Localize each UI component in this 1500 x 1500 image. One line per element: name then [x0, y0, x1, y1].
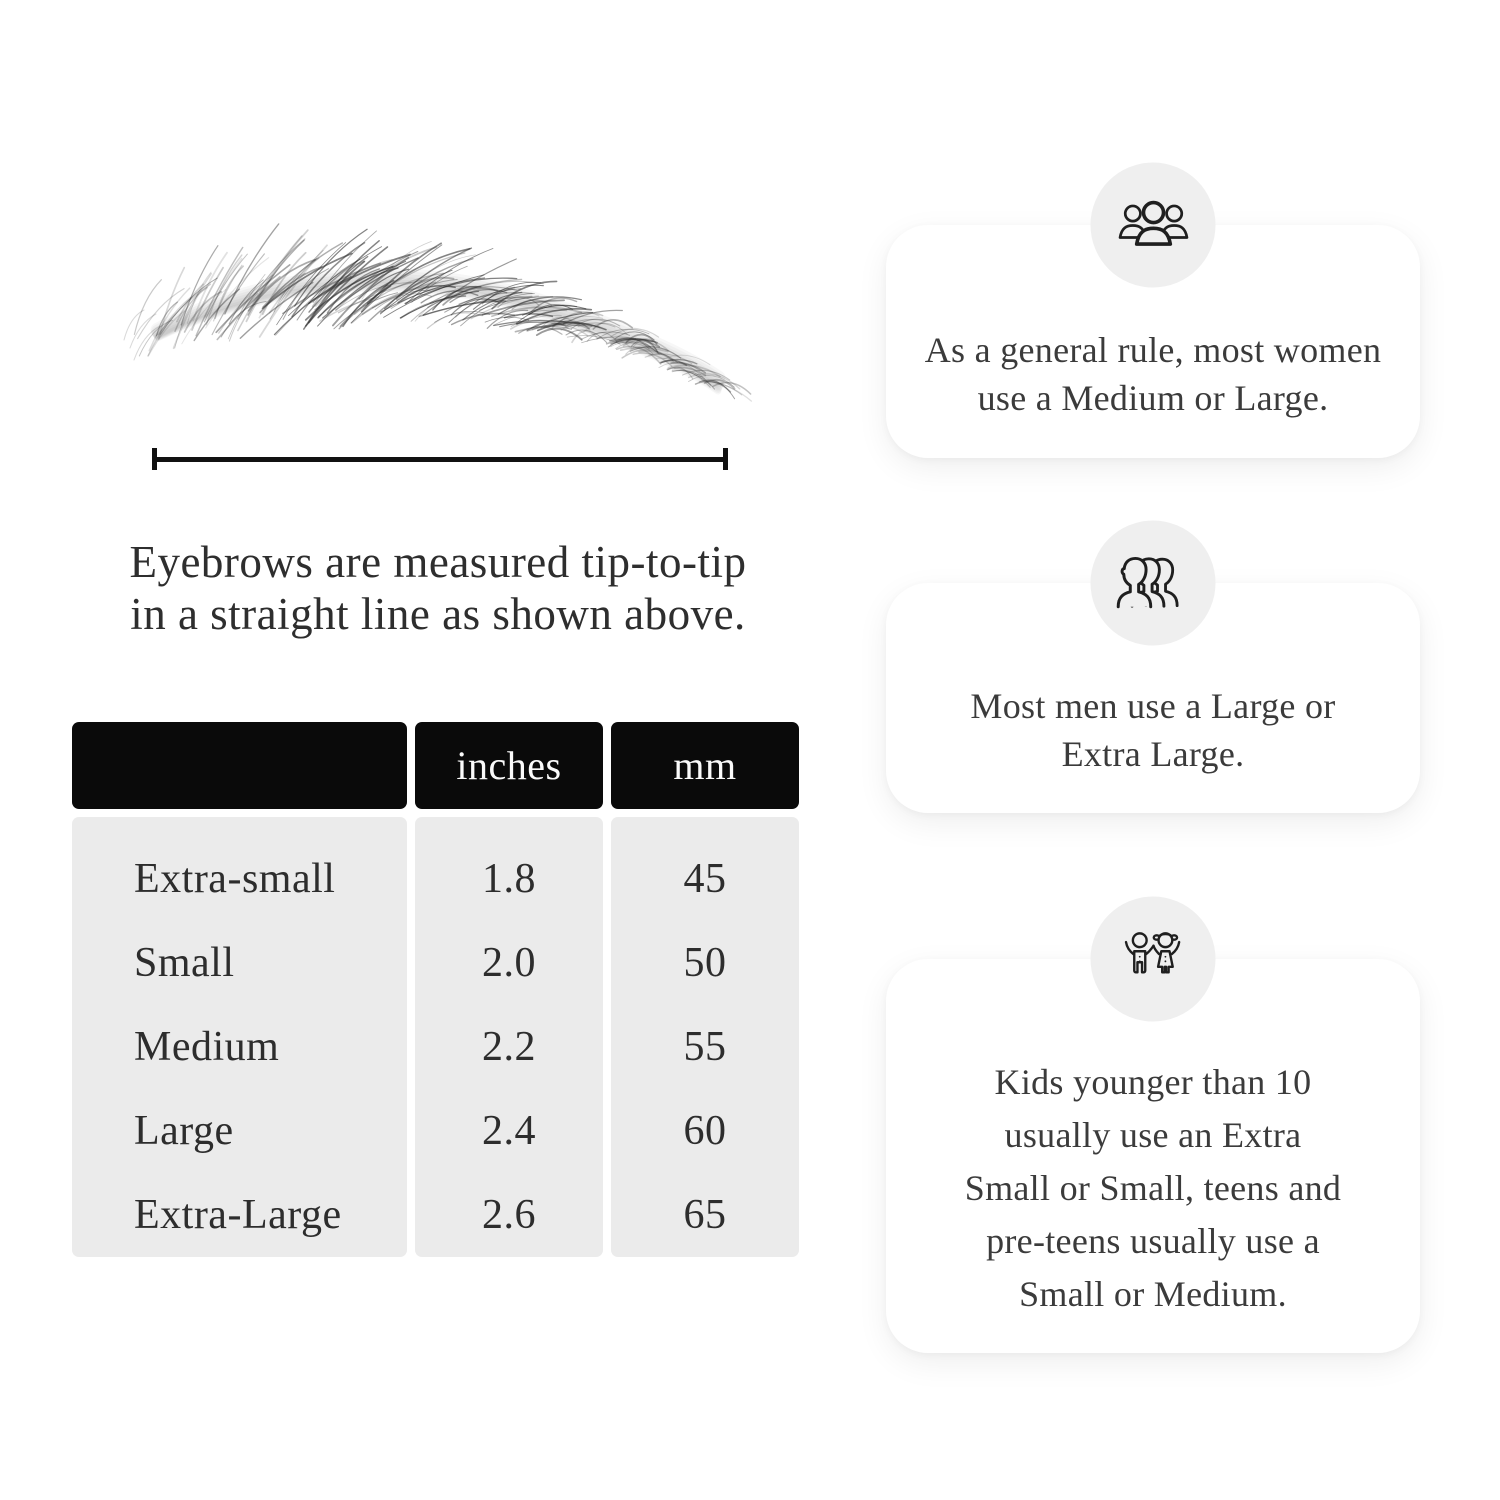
measurement-line-bar	[157, 457, 723, 462]
card-text-line: As a general rule, most women	[924, 329, 1382, 370]
card-text	[886, 289, 1420, 458]
card-text-line: use a Medium or Large.	[977, 377, 1329, 418]
caption-line: Eyebrows are measured tip-to-tip	[129, 537, 747, 587]
icon-circle	[1091, 521, 1216, 646]
size-label-cell: Large	[134, 1108, 234, 1154]
measurement-line	[152, 448, 728, 470]
size-table-column-mm	[611, 722, 799, 1257]
size-label-cell: Small	[134, 940, 235, 986]
mm-value-cell: 50	[683, 940, 727, 986]
size-label-cell: Extra-Large	[134, 1192, 342, 1238]
card-text	[886, 647, 1420, 813]
eyebrow-illustration	[130, 252, 730, 412]
kids-icon	[1120, 926, 1186, 992]
info-card-kids	[886, 959, 1420, 1353]
info-card-men	[886, 583, 1420, 813]
card-text-line: Small or Small, teens and	[964, 1167, 1342, 1208]
mm-value-cell: 45	[683, 856, 727, 902]
size-label-cell: Medium	[134, 1024, 280, 1070]
icon-circle	[1091, 163, 1216, 288]
size-table	[72, 722, 799, 1257]
mm-value-cell: 65	[683, 1192, 727, 1238]
size-label-cell: Extra-small	[134, 856, 336, 902]
size-table-body-sizes	[72, 817, 407, 1257]
size-table-header-mm: mm	[611, 722, 799, 809]
measurement-caption	[77, 536, 799, 640]
inches-value-cell: 2.2	[482, 1024, 536, 1070]
size-table-column-inches	[415, 722, 603, 1257]
card-text-line: Extra Large.	[1061, 734, 1245, 774]
card-text-line: Small or Medium.	[1019, 1273, 1287, 1314]
men-group-icon	[1114, 552, 1192, 614]
card-text-line: Most men use a Large or	[970, 686, 1336, 726]
caption-line: in a straight line as shown above.	[130, 589, 746, 639]
size-table-header-blank	[72, 722, 407, 809]
card-text-line: Kids younger than 10	[994, 1061, 1312, 1102]
women-group-icon	[1115, 194, 1191, 256]
size-table-header-inches: inches	[415, 722, 603, 809]
inches-value-cell: 2.4	[482, 1108, 536, 1154]
mm-value-cell: 55	[683, 1024, 727, 1070]
card-text	[886, 1023, 1420, 1353]
eyebrow-sketch-svg	[130, 252, 730, 412]
inches-value-cell: 2.6	[482, 1192, 536, 1238]
card-text-line: usually use an Extra	[1004, 1114, 1302, 1155]
measurement-line-right-cap	[723, 448, 728, 470]
size-table-body-inches	[415, 817, 603, 1257]
inches-value-cell: 1.8	[482, 856, 536, 902]
size-table-column-sizes	[72, 722, 407, 1257]
info-card-women	[886, 225, 1420, 458]
mm-value-cell: 60	[683, 1108, 727, 1154]
icon-circle	[1091, 897, 1216, 1022]
inches-value-cell: 2.0	[482, 940, 536, 986]
size-table-body-mm	[611, 817, 799, 1257]
card-text-line: pre-teens usually use a	[986, 1220, 1320, 1261]
